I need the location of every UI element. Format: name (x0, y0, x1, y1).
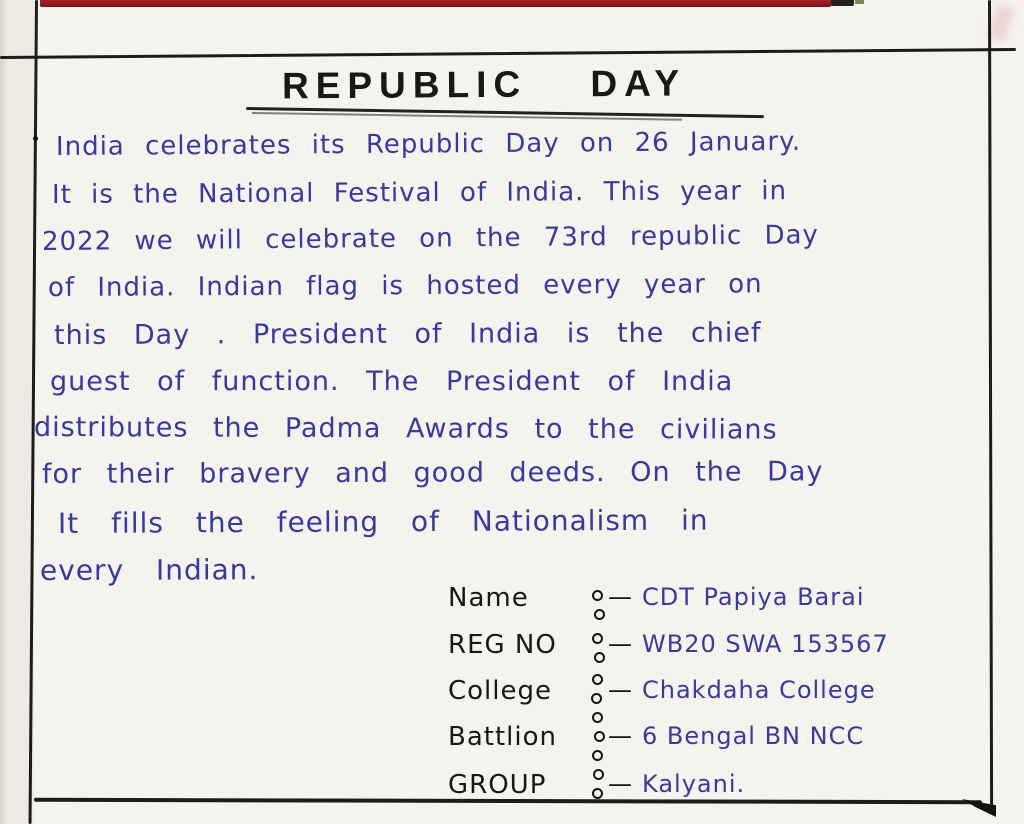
colon-dot (592, 712, 603, 723)
signature-row-name (448, 583, 864, 613)
colon-dash: — (608, 722, 632, 750)
signature-value: WB20 SWA 153567 (642, 630, 889, 658)
signature-label: Battlion (448, 722, 557, 752)
signature-label: REG NO (448, 630, 557, 660)
essay-line: this Day . President of India is the chief (53, 317, 762, 351)
page-title: REPUBLIC DAY (281, 62, 687, 107)
essay-line: distributes the Padma Awards to the civilians (33, 412, 778, 446)
colon-dash: — (608, 630, 632, 658)
colon-dot (592, 590, 603, 601)
colon-dot (593, 769, 604, 780)
red-book-edge-strip (40, 0, 832, 7)
essay-line: of India. Indian flag is hosted every year on (47, 269, 763, 303)
signature-label: Name (448, 583, 529, 613)
colon-dot (592, 750, 603, 761)
colon-dash: — (608, 770, 632, 798)
essay-line: It is the National Festival of India. This year in (51, 176, 788, 210)
colon-dash: — (608, 583, 632, 611)
signature-value: Chakdaha College (642, 676, 876, 704)
essay-line: every Indian. (39, 553, 259, 587)
signature-row-regno (448, 630, 889, 660)
border-right-line (988, 0, 993, 812)
signature-value: 6 Bengal BN NCC (642, 722, 865, 750)
page-edge-shadow (0, 0, 8, 824)
signature-row-college (448, 676, 876, 706)
signature-value: CDT Papiya Barai (642, 583, 865, 611)
dark-edge-strip (831, 0, 854, 6)
colon-dot (592, 788, 603, 799)
colon-dash: — (608, 676, 632, 704)
colon-dot (591, 693, 602, 704)
colon-dot (594, 731, 605, 742)
colon-dot (592, 633, 603, 644)
pink-smudge (987, 4, 1015, 42)
green-edge-speck (855, 0, 864, 4)
colon-dot (592, 674, 603, 685)
colon-dot (594, 652, 605, 663)
colon-dot (594, 609, 605, 620)
signature-row-battalion (448, 722, 864, 752)
essay-line: guest of function. The President of India (50, 366, 734, 397)
essay-line: India celebrates its Republic Day on 26 January. (55, 126, 802, 162)
signature-value: Kalyani. (642, 770, 746, 798)
essay-line: It fills the feeling of Nationalism in (57, 503, 709, 540)
essay-line: 2022 we will celebrate on the 73rd republic Day (41, 220, 819, 257)
border-top-line (0, 48, 1016, 59)
essay-line: for their bravery and good deeds. On the Day (41, 456, 824, 490)
signature-label: College (448, 676, 553, 706)
margin-ink-dot (33, 136, 38, 141)
signature-label: GROUP (448, 770, 547, 800)
